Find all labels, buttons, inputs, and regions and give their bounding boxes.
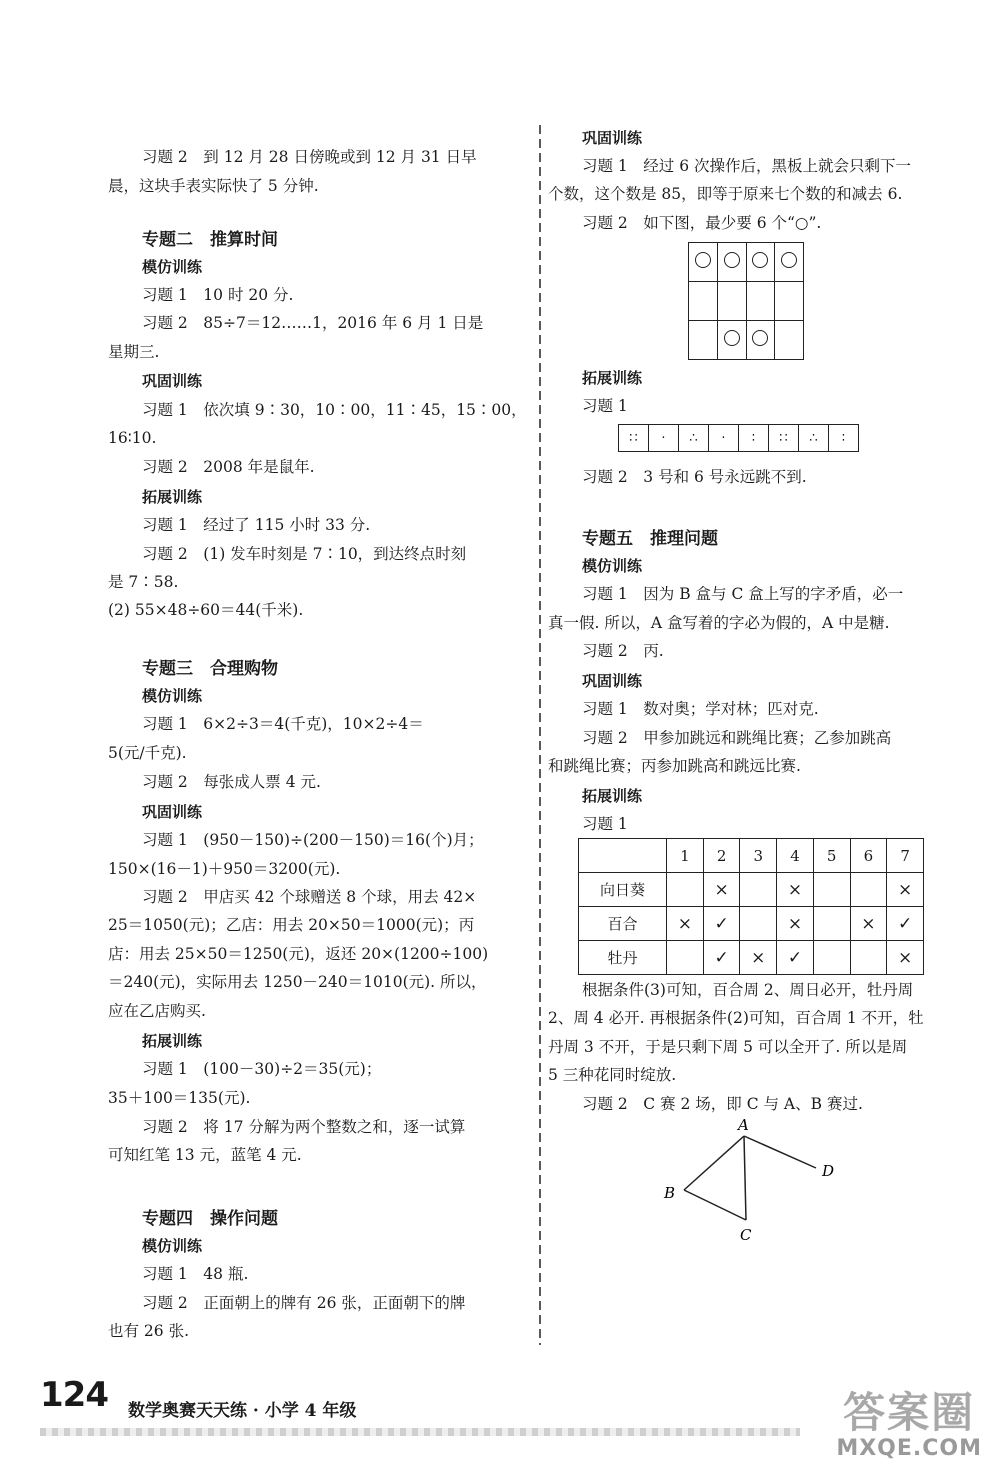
text-line: 习题 1 经过了 115 小时 33 分. [142, 516, 371, 534]
text-line: 习题 1 依次填 9∶30，10∶00，11∶45，15∶00， [142, 401, 527, 419]
text-line: 习题 1 经过 6 次操作后，黑板上就会只剩下一 [582, 157, 912, 175]
circle-mark [724, 330, 740, 346]
table-cell [813, 907, 850, 941]
table-cell [740, 907, 777, 941]
circle-mark [695, 252, 711, 268]
dice-cell: · [709, 425, 739, 452]
table-cell: ✓ [703, 941, 740, 975]
subsection-title: 模仿训练 [582, 557, 643, 575]
subsection-title: 拓展训练 [142, 488, 203, 506]
point-label-c: C [740, 1226, 752, 1244]
flower-schedule-table [578, 838, 924, 975]
table-cell: × [850, 907, 887, 941]
edge-ab [684, 1136, 744, 1190]
grid-cell [775, 282, 804, 321]
point-label-a: A [738, 1118, 749, 1134]
subsection-title: 巩固训练 [142, 803, 203, 821]
table-header-day: 6 [850, 839, 887, 873]
section-title-3: 专题三 合理购物 [142, 659, 278, 679]
subsection-title: 拓展训练 [582, 369, 643, 387]
text-line: 25＝1050(元)；乙店：用去 20×50＝1000(元)；丙 [108, 916, 475, 934]
watermark-logo-text: 答案圈 [843, 1388, 976, 1437]
grid-cell [689, 282, 718, 321]
text-line: 习题 1 48 瓶. [142, 1265, 249, 1283]
table-row-label: 百合 [579, 907, 667, 941]
table-header-day: 3 [740, 839, 777, 873]
table-corner [579, 839, 667, 873]
text-line: 习题 2 甲店买 42 个球赠送 8 个球，用去 42× [142, 888, 477, 906]
text-line: 习题 1 [582, 397, 628, 415]
text-line: 习题 2 到 12 月 28 日傍晚或到 12 月 31 日早 [142, 148, 477, 166]
table-header-day: 1 [667, 839, 704, 873]
table-cell: × [777, 907, 814, 941]
text-line: 习题 1 (100－30)÷2＝35(元)； [142, 1060, 382, 1078]
subsection-title: 巩固训练 [582, 672, 643, 690]
text-line: 习题 2 甲参加跳远和跳绳比赛；乙参加跳高 [582, 729, 892, 747]
point-label-d: D [822, 1162, 835, 1180]
text-line: 35＋100＝135(元). [108, 1089, 251, 1107]
table-cell: ✓ [777, 941, 814, 975]
table-cell: × [887, 873, 924, 907]
table-cell: × [740, 941, 777, 975]
text-line: 习题 2 2008 年是鼠年. [142, 458, 315, 476]
text-line: 个数，这个数是 85，即等于原来七个数的和减去 6. [548, 185, 903, 203]
dice-cell: ∷ [769, 425, 799, 452]
text-line: 习题 1 6×2÷3＝4(千克)，10×2÷4＝ [142, 715, 424, 733]
circle-mark [752, 330, 768, 346]
table-header-day: 5 [813, 839, 850, 873]
circle-mark [724, 252, 740, 268]
edge-ad [744, 1136, 816, 1168]
table-cell: × [703, 873, 740, 907]
book-title: 数学奥赛天天练 · 小学 4 年级 [128, 1401, 357, 1421]
grid-cell [746, 243, 775, 282]
table-cell [850, 873, 887, 907]
grid-cell [689, 243, 718, 282]
grid-cell [746, 321, 775, 360]
edge-ac [744, 1136, 746, 1220]
text-line: 习题 2 C 赛 2 场，即 C 与 A、B 赛过. [582, 1095, 863, 1113]
subsection-title: 拓展训练 [142, 1032, 203, 1050]
text-line: 星期三. [108, 343, 160, 361]
table-cell [850, 941, 887, 975]
dice-cell: ∶ [829, 425, 859, 452]
circle-grid [688, 242, 804, 360]
table-row-label: 向日葵 [579, 873, 667, 907]
text-line: 丹周 3 不开，于是只剩下周 5 可以全开了. 所以是周 [548, 1038, 908, 1056]
text-line: 店：用去 25×50＝1250(元)，返还 20×(1200÷100) [108, 945, 489, 963]
text-line: 习题 2 3 号和 6 号永远跳不到. [582, 468, 807, 486]
text-line: 习题 2 (1) 发车时刻是 7∶10，到达终点时刻 [142, 545, 467, 563]
page-number: 124 [40, 1375, 108, 1415]
table-cell [813, 873, 850, 907]
text-line: 习题 2 将 17 分解为两个整数之和，逐一试算 [142, 1118, 466, 1136]
dice-cell: ∷ [619, 425, 649, 452]
grid-cell [746, 282, 775, 321]
table-header-day: 4 [777, 839, 814, 873]
text-line: (2) 55×48÷60＝44(千米). [108, 601, 304, 619]
subsection-title: 拓展训练 [582, 787, 643, 805]
grid-cell [775, 321, 804, 360]
edge-bc [684, 1190, 746, 1220]
text-line: 习题 1 因为 B 盒与 C 盒上写的字矛盾，必一 [582, 585, 904, 603]
table-cell [667, 873, 704, 907]
table-cell: × [777, 873, 814, 907]
text-line: 5 三种花同时绽放. [548, 1066, 677, 1084]
watermark [836, 1380, 982, 1461]
text-line: 习题 1 [582, 815, 628, 833]
text-line: 16∶10. [108, 429, 157, 447]
text-line: 习题 1 10 时 20 分. [142, 286, 294, 304]
table-cell [813, 941, 850, 975]
table-cell: ✓ [703, 907, 740, 941]
grid-cell [717, 282, 746, 321]
column-divider [537, 125, 543, 1345]
subsection-title: 模仿训练 [142, 1237, 203, 1255]
text-line: 晨，这块手表实际快了 5 分钟. [108, 177, 319, 195]
dice-strip [618, 424, 859, 452]
circle-mark [752, 252, 768, 268]
text-line: 习题 2 正面朝上的牌有 26 张，正面朝下的牌 [142, 1294, 466, 1312]
subsection-title: 模仿训练 [142, 258, 203, 276]
text-line: 习题 1 数对奥；学对林；匹对克. [582, 700, 819, 718]
text-line: 和跳绳比赛；丙参加跳高和跳远比赛. [548, 757, 801, 775]
footer-decoration [40, 1428, 800, 1436]
table-cell: ✓ [887, 907, 924, 941]
grid-cell [717, 321, 746, 360]
match-diagram [656, 1118, 856, 1244]
text-line: ＝240(元)，实际用去 1250－240＝1010(元). 所以， [108, 973, 487, 991]
text-line: 习题 2 每张成人票 4 元. [142, 773, 321, 791]
circle-mark [781, 252, 797, 268]
section-title-2: 专题二 推算时间 [142, 230, 278, 250]
text-line: 习题 1 (950－150)÷(200－150)＝16(个)月； [142, 831, 484, 849]
table-cell: × [667, 907, 704, 941]
section-title-5: 专题五 推理问题 [582, 529, 718, 549]
text-line: 习题 2 85÷7＝12……1，2016 年 6 月 1 日是 [142, 314, 484, 332]
table-row-label: 牡丹 [579, 941, 667, 975]
text-line: 应在乙店购买. [108, 1002, 206, 1020]
point-label-b: B [664, 1184, 676, 1202]
table-cell: × [887, 941, 924, 975]
subsection-title: 模仿训练 [142, 687, 203, 705]
text-line: 2、周 4 必开. 再根据条件(2)可知，百合周 1 不开，牡 [548, 1009, 924, 1027]
text-line: 可知红笔 13 元，蓝笔 4 元. [108, 1146, 302, 1164]
text-line: 习题 2 丙. [582, 642, 664, 660]
table-header-day: 2 [703, 839, 740, 873]
text-line: 真一假. 所以，A 盒写着的字必为假的，A 中是糖. [548, 614, 890, 632]
text-line: 习题 2 如下图，最少要 6 个“○”. [582, 214, 822, 232]
subsection-title: 巩固训练 [142, 372, 203, 390]
text-line: 150×(16－1)＋950＝3200(元). [108, 860, 341, 878]
text-line: 也有 26 张. [108, 1322, 190, 1340]
text-line: 根据条件(3)可知，百合周 2、周日必开，牡丹周 [582, 981, 914, 999]
grid-cell [717, 243, 746, 282]
dice-cell: ∴ [679, 425, 709, 452]
watermark-url: MXQE.COM [836, 1436, 982, 1461]
table-cell [667, 941, 704, 975]
text-line: 5(元/千克). [108, 744, 187, 762]
grid-cell [689, 321, 718, 360]
grid-cell [775, 243, 804, 282]
dice-cell: ∶ [739, 425, 769, 452]
subsection-title: 巩固训练 [582, 129, 643, 147]
text-line: 是 7∶58. [108, 573, 179, 591]
section-title-4: 专题四 操作问题 [142, 1209, 278, 1229]
dice-cell: · [649, 425, 679, 452]
table-cell [740, 873, 777, 907]
dice-cell: ∴ [799, 425, 829, 452]
table-header-day: 7 [887, 839, 924, 873]
